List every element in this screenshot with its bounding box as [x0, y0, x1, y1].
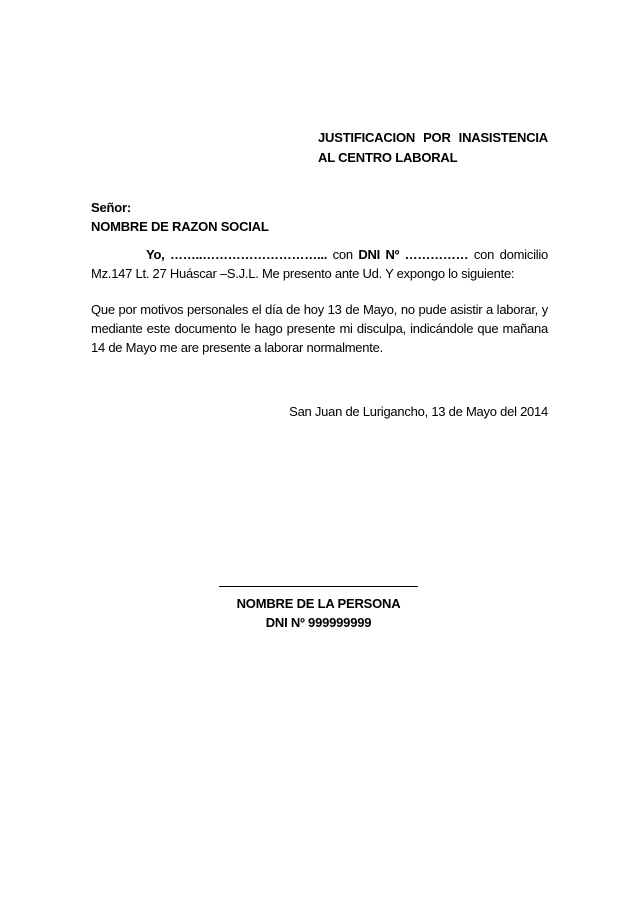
addressee-block: [91, 198, 269, 236]
reason-paragraph: Que por motivos personales el día de hoy 13 de Mayo, no pude asistir a laborar, y mediante este documento le hago presente mi disculpa, indicándole que mañana 14 de Mayo me are presente a laborar normalmente.: [91, 302, 548, 355]
place-and-date: San Juan de Lurigancho, 13 de Mayo del 2014: [289, 404, 548, 419]
signer-name: NOMBRE DE LA PERSONA: [236, 596, 401, 611]
salutation: Señor:: [91, 200, 131, 215]
title-line-2: AL CENTRO LABORAL: [318, 150, 458, 165]
signer-dni: DNI Nº 999999999: [265, 615, 372, 630]
introduction-first-line: [91, 245, 548, 264]
signature-block: [219, 594, 418, 632]
con-word: con: [332, 247, 353, 262]
dni-placeholder: DNI Nº ……………: [358, 247, 469, 262]
yo-placeholder: Yo, ……..………………………...: [146, 247, 328, 262]
introduction-second-line: Mz.147 Lt. 27 Huáscar –S.J.L. Me presento ante Ud. Y expongo lo siguiente:: [91, 266, 515, 281]
document-title: [318, 128, 548, 168]
company-name: NOMBRE DE RAZON SOCIAL: [91, 219, 269, 234]
introduction-paragraph: [91, 245, 548, 283]
domicile-label: con domicilio: [473, 247, 548, 262]
signature-line: [219, 586, 418, 587]
title-line-1: JUSTIFICACION POR INASISTENCIA: [318, 130, 548, 145]
